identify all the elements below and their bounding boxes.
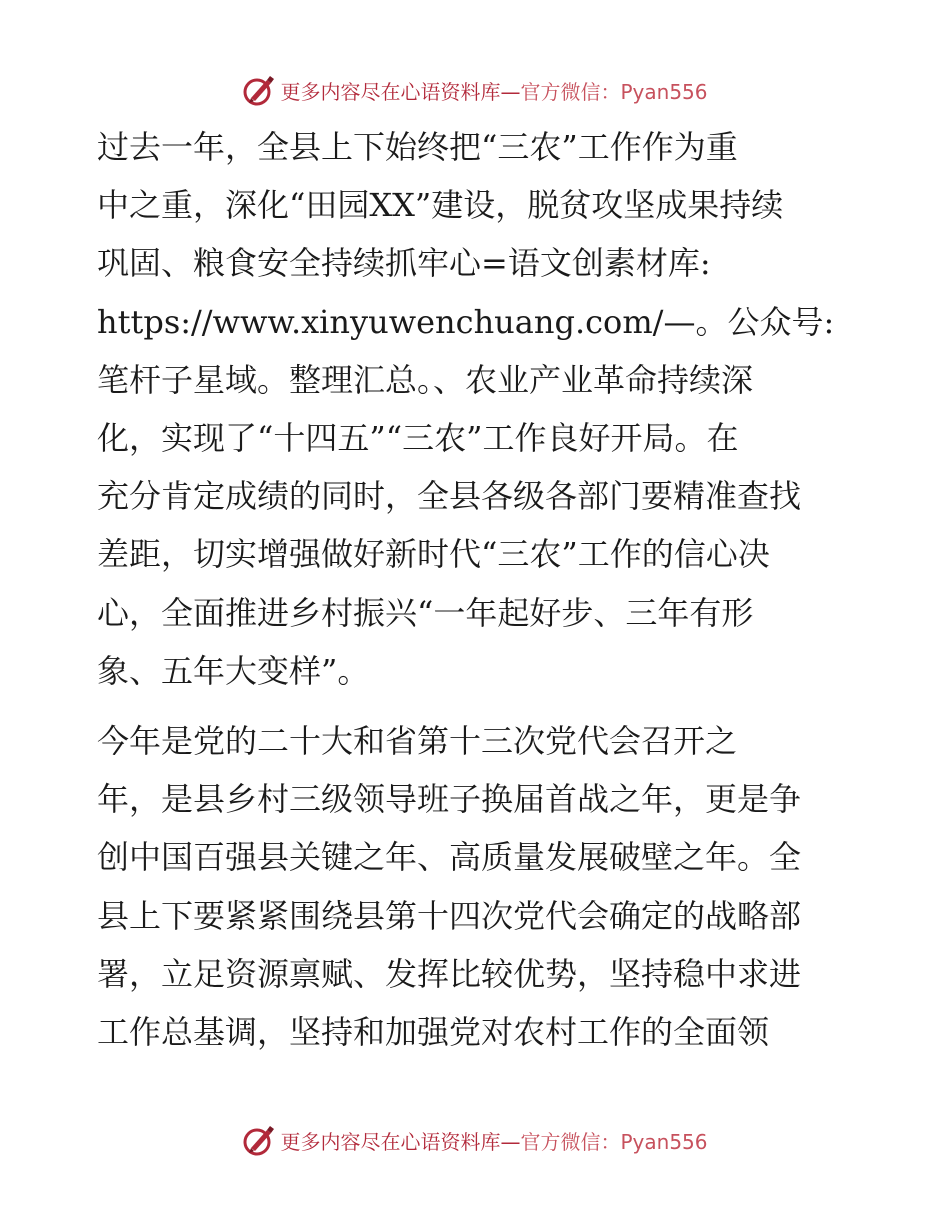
text-line-url: https://www.xinyuwenchuang.com/—。公众号: [97, 302, 835, 341]
text-line: 心，全面推进乡村振兴“一年起好步、三年有形 [97, 593, 754, 632]
paragraph-2 [97, 712, 887, 1061]
footer-banner [0, 1120, 950, 1160]
banner-wechat-label: 官方微信： [520, 79, 621, 104]
paragraph-1 [97, 118, 887, 700]
text-line: 县上下要紧紧围绕县第十四次党代会确定的战略部 [97, 896, 802, 935]
text-line: 巩固、粮食安全持续抓牢心=语文创素材库: [97, 244, 711, 283]
header-banner [0, 70, 950, 110]
banner-wechat-label: 官方微信： [520, 1129, 621, 1154]
banner-main: 更多内容尽在心语资料库 [280, 79, 501, 104]
banner-main: 更多内容尽在心语资料库 [280, 1129, 501, 1154]
banner-text [280, 76, 707, 105]
banner-wechat-id: Pyan556 [620, 79, 708, 104]
text-line: 化，实现了“十四五”“三农”工作良好开局。在 [97, 419, 739, 458]
text-line: 过去一年，全县上下始终把“三农”工作作为重 [97, 128, 738, 166]
banner-text [280, 1126, 707, 1155]
text-line: 差距，切实增强做好新时代“三农”工作的信心决 [97, 535, 770, 574]
text-line: 年，是县乡村三级领导班子换届首战之年，更是争 [97, 780, 802, 819]
pen-logo-icon [242, 1123, 276, 1157]
text-line: 署，立足资源禀赋、发挥比较优势，坚持稳中求进 [97, 954, 802, 993]
text-line: 今年是党的二十大和省第十三次党代会召开之 [97, 722, 738, 760]
banner-separator: — [500, 79, 521, 104]
text-line: 象、五年大变样”。 [97, 651, 370, 690]
text-line: 创中国百强县关键之年、高质量发展破壁之年。全 [97, 838, 802, 877]
text-line: 笔杆子星域。整理汇总。、农业产业革命持续深 [97, 360, 754, 399]
pen-logo-icon [242, 73, 276, 107]
banner-separator: — [500, 1129, 521, 1154]
text-line: 中之重，深化“田园XX”建设，脱贫攻坚成果持续 [97, 186, 784, 225]
text-line: 充分肯定成绩的同时，全县各级各部门要精准查找 [97, 477, 802, 516]
text-line: 工作总基调，坚持和加强党对农村工作的全面领 [97, 1013, 770, 1052]
banner-wechat-id: Pyan556 [620, 1129, 708, 1154]
